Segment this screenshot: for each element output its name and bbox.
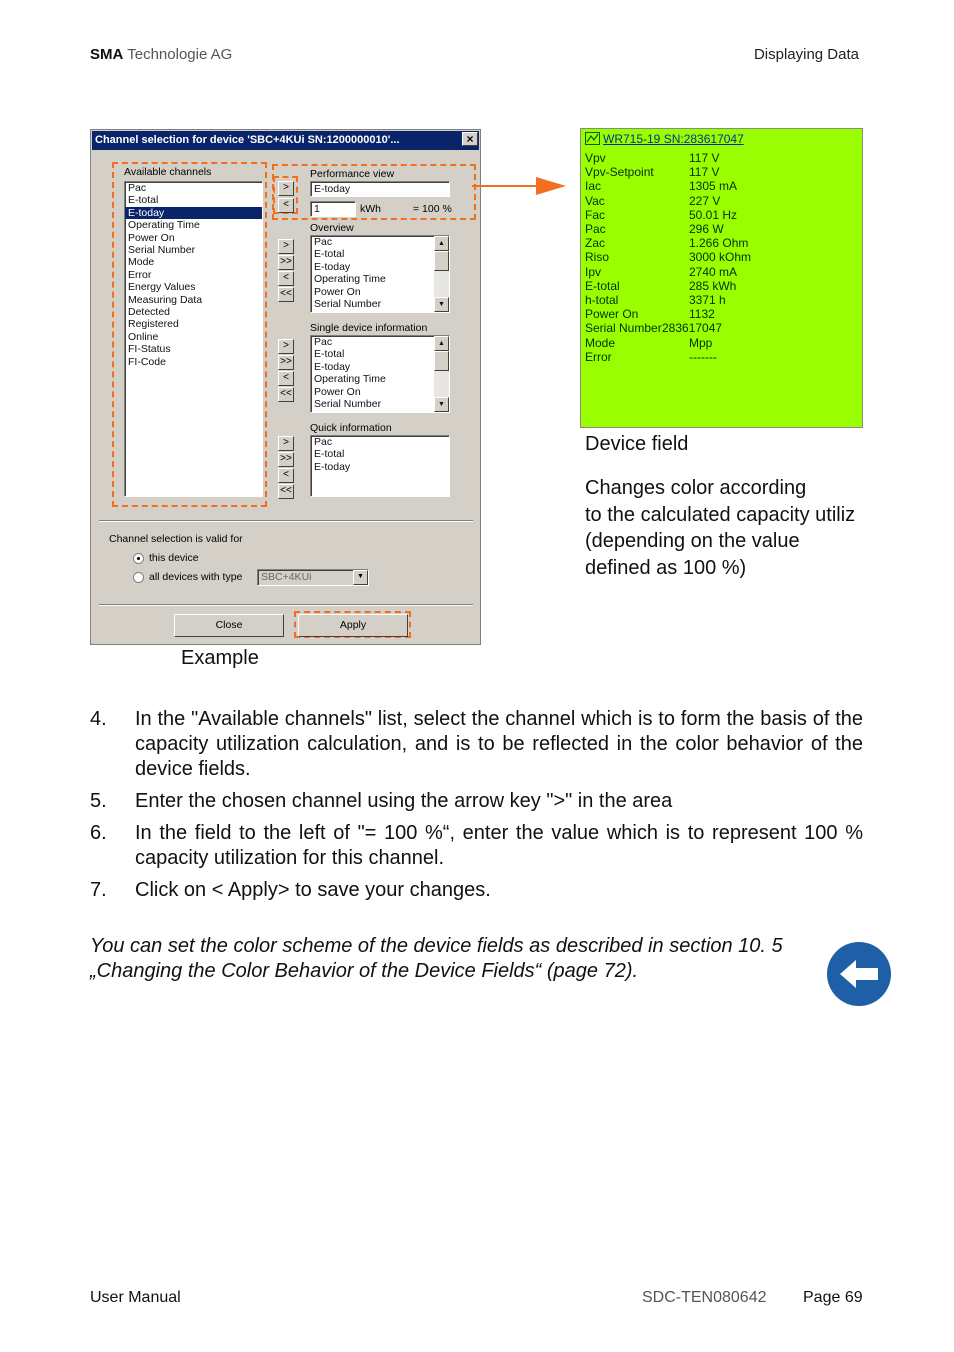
device-row-name: Ipv <box>585 264 602 279</box>
pointer-arrow-icon <box>470 174 570 198</box>
device-row-name: Vac <box>585 193 605 208</box>
step-text: Click on < Apply> to save your changes. <box>135 879 491 901</box>
list-item[interactable]: Online <box>128 330 159 343</box>
capacity-value-input[interactable]: 1 <box>310 201 356 217</box>
channel-selection-dialog <box>90 129 481 645</box>
list-item[interactable]: E-today <box>314 260 351 273</box>
apply-button[interactable]: Apply <box>298 614 408 637</box>
step-num: 6. <box>90 822 107 844</box>
device-row-name: Power On <box>585 307 639 322</box>
device-row-name: Mode <box>585 335 616 350</box>
scrollbar[interactable] <box>434 336 449 412</box>
company-name: Technologie AG <box>127 46 233 63</box>
list-item[interactable]: Power On <box>314 385 361 398</box>
capacity-eq-label: = 100 % <box>413 203 452 215</box>
list-item[interactable]: Pac <box>314 236 333 248</box>
list-item[interactable]: Power On <box>314 285 361 298</box>
device-row-value: 117 V <box>689 165 720 180</box>
device-row-name: Serial Number <box>585 321 662 336</box>
single-remove-all-button[interactable]: << <box>278 387 294 402</box>
device-row-value: 3000 kOhm <box>689 250 752 265</box>
device-row-name: Vpv <box>585 151 606 165</box>
device-desc-4: defined as 100 %) <box>585 557 747 579</box>
quick-add-all-button[interactable]: >> <box>278 452 294 467</box>
list-item[interactable]: Pac <box>314 336 333 348</box>
separator <box>99 520 473 522</box>
radio-all-label: all devices with type <box>149 571 243 583</box>
list-item[interactable]: E-today <box>125 207 262 219</box>
available-label: Available channels <box>124 166 212 178</box>
quick-remove-all-button[interactable]: << <box>278 484 294 499</box>
single-device-list[interactable] <box>310 335 450 413</box>
step-num: 7. <box>90 879 107 901</box>
scroll-thumb[interactable] <box>434 251 449 271</box>
step-item <box>90 789 863 814</box>
step-item <box>90 707 863 782</box>
separator-bottom <box>99 604 473 606</box>
performance-remove-button[interactable]: < <box>278 198 294 213</box>
step-text: In the field to the left of "= 100 %“, enter the value which is to represent 100 % capacity utilization for this channel. <box>135 822 863 869</box>
overview-add-all-button[interactable]: >> <box>278 255 294 270</box>
list-item[interactable]: Registered <box>128 318 179 331</box>
note-text <box>90 934 820 984</box>
list-item[interactable]: Operating Time <box>314 273 386 286</box>
dialog-title: Channel selection for device 'SBC+4KUi SN:1200000010'... <box>95 134 400 146</box>
device-row-value: ------- <box>689 349 717 364</box>
device-title[interactable]: WR715-19 SN:283617047 <box>603 132 744 146</box>
header-section: Displaying Data <box>753 46 859 63</box>
single-label: Single device information <box>310 322 428 334</box>
step-text: In the "Available channels" list, select the channel which is to form the basis of the capacity utilization calculation, and is to be reflected in the color behavior of the device fields. <box>135 708 863 780</box>
step-item <box>90 878 863 903</box>
radio-this-label: this device <box>149 552 199 564</box>
list-item[interactable]: Mode <box>128 256 155 269</box>
device-row-name: Riso <box>585 250 610 265</box>
header-company <box>90 46 232 63</box>
list-item[interactable]: Detected <box>128 306 171 319</box>
scroll-thumb[interactable] <box>434 351 449 371</box>
list-item[interactable]: E-today <box>314 360 351 373</box>
scroll-up-icon[interactable]: ▲ <box>434 336 449 351</box>
footer-doc: SDC-TEN080642 <box>642 1289 767 1306</box>
list-item[interactable]: FI-Status <box>128 343 171 356</box>
list-item[interactable]: Power On <box>128 231 175 244</box>
quick-remove-button[interactable]: < <box>278 468 294 483</box>
overview-label: Overview <box>310 222 354 234</box>
scrollbar[interactable] <box>434 236 449 312</box>
list-item[interactable]: Serial Number <box>128 244 196 257</box>
dialog-titlebar <box>92 131 479 150</box>
device-icon <box>585 132 600 145</box>
available-channels-list[interactable] <box>124 181 263 497</box>
device-row-value: 50.01 Hz <box>689 207 738 222</box>
brand: SMA <box>90 46 124 63</box>
single-add-all-button[interactable]: >> <box>278 355 294 370</box>
device-row-name: E-total <box>585 278 620 293</box>
radio-this-device[interactable] <box>133 553 144 564</box>
list-item[interactable]: Pac <box>314 436 333 448</box>
list-item[interactable]: Operating Time <box>128 219 200 232</box>
device-row-name: Vpv-Setpoint <box>585 165 654 180</box>
example-caption: Example <box>181 647 259 669</box>
single-add-button[interactable]: > <box>278 339 294 354</box>
device-row-value: 2740 mA <box>689 264 738 279</box>
device-desc-1: Changes color according <box>585 477 807 499</box>
performance-add-button[interactable]: > <box>278 181 294 196</box>
performance-value-field[interactable]: E-today <box>310 181 450 197</box>
valid-label: Channel selection is valid for <box>109 533 243 545</box>
device-row-value: 1305 mA <box>689 179 738 194</box>
single-remove-button[interactable]: < <box>278 371 294 386</box>
footer-page: Page 69 <box>803 1289 863 1306</box>
close-icon[interactable]: × <box>462 132 478 146</box>
step-num: 4. <box>90 708 107 730</box>
overview-list[interactable] <box>310 235 450 313</box>
overview-remove-button[interactable]: < <box>278 271 294 286</box>
radio-all-devices[interactable] <box>133 572 144 583</box>
device-type-value: SBC+4KUi <box>261 571 312 583</box>
list-item[interactable]: Serial Number <box>314 398 382 411</box>
performance-label: Performance view <box>310 168 395 180</box>
quick-label: Quick information <box>310 422 392 434</box>
list-item[interactable]: Error <box>128 268 152 281</box>
list-item[interactable]: E-total <box>128 194 159 207</box>
list-item[interactable]: FI-Code <box>128 355 166 368</box>
device-type-select[interactable] <box>257 569 369 586</box>
scroll-up-icon[interactable]: ▲ <box>434 236 449 251</box>
arrow-left-icon[interactable] <box>826 941 892 1007</box>
device-row-value: Mpp <box>689 335 713 350</box>
device-row-value: 117 V <box>689 151 720 165</box>
overview-remove-all-button[interactable]: << <box>278 287 294 302</box>
quick-add-button[interactable]: > <box>278 436 294 451</box>
list-item[interactable]: E-today <box>314 460 351 473</box>
device-row-value: 296 W <box>689 222 724 236</box>
list-item[interactable]: Pac <box>128 182 147 194</box>
device-row-value: 285 kWh <box>689 278 737 293</box>
device-field <box>580 128 863 428</box>
list-item[interactable]: E-total <box>314 448 345 461</box>
device-desc-2: to the calculated capacity utiliz <box>585 504 856 526</box>
quick-info-list[interactable] <box>310 435 450 497</box>
list-item[interactable]: E-total <box>314 348 345 361</box>
device-row-value: 1.266 Ohm <box>689 236 749 251</box>
list-item[interactable]: Measuring Data <box>128 293 203 306</box>
note-line-1: You can set the color scheme of the device fields as described in section 10. 5 <box>90 935 783 957</box>
device-row-value: 227 V <box>689 193 721 208</box>
device-row-value: 1132 <box>689 307 715 322</box>
device-row-value: 3371 h <box>689 293 726 307</box>
steps-list <box>90 707 863 910</box>
chevron-down-icon[interactable]: ▼ <box>353 570 368 585</box>
close-button[interactable]: Close <box>174 614 284 637</box>
list-item[interactable]: E-total <box>314 248 345 261</box>
scroll-down-icon[interactable]: ▼ <box>434 397 449 412</box>
device-row-name: Pac <box>585 222 606 236</box>
list-item[interactable]: Operating Time <box>314 373 386 386</box>
device-row-value: 283617047 <box>662 321 723 336</box>
step-num: 5. <box>90 790 107 812</box>
device-row-name: Fac <box>585 207 606 222</box>
overview-add-button[interactable]: > <box>278 239 294 254</box>
scroll-down-icon[interactable]: ▼ <box>434 297 449 312</box>
list-item[interactable]: Serial Number <box>314 298 382 311</box>
device-row-name: Zac <box>585 236 606 251</box>
step-text: Enter the chosen channel using the arrow key ">" in the area <box>135 790 673 812</box>
step-item <box>90 821 863 871</box>
note-line-2: „Changing the Color Behavior of the Device Fields“ (page 72). <box>90 960 639 982</box>
device-row-name: Error <box>585 349 612 364</box>
device-field-caption: Device field <box>585 433 689 455</box>
list-item[interactable]: Energy Values <box>128 281 196 294</box>
device-row-name: Iac <box>585 179 602 194</box>
device-row-name: h-total <box>585 293 619 307</box>
footer-left: User Manual <box>90 1289 181 1306</box>
device-desc-3: (depending on the value <box>585 530 800 552</box>
capacity-unit: kWh <box>360 203 381 215</box>
